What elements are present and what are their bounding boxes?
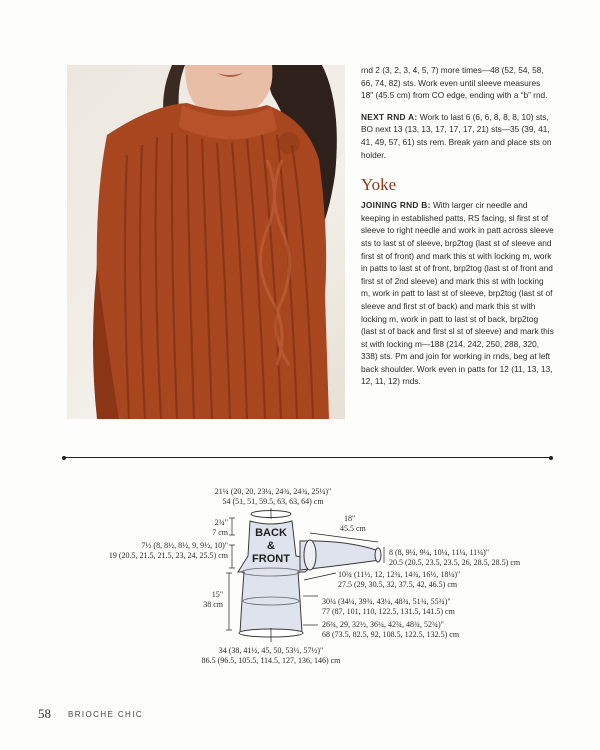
upper-arm-cm: 27.5 (29, 30.5, 32, 37.5, 42, 46.5) cm <box>338 579 458 589</box>
waist-cm: 68 (73.5, 82.5, 92, 108.5, 122.5, 132.5) cm <box>322 629 460 639</box>
neck-measurement <box>198 487 348 506</box>
schematic-label-back: BACK <box>255 527 287 539</box>
waist-in: 26¾, 29, 32½, 36¼, 42¾, 48¾, 52¾)" <box>322 620 444 629</box>
sleeve-length-in: 18" <box>344 514 356 523</box>
hip-measurement <box>181 646 361 665</box>
schematic-body-label <box>246 527 296 566</box>
body-joining-rnd-b: With larger cir needle and keeping in established patts, RS facing, sl first st of sleeve to right needle and work in patt across sleeve sts to last st of sleeve, brp2tog (last st of sleeve and first st of front) and mark this st with locking m, work in patts to last st of front, brp2tog (last st of front and first st of 2nd sleeve) and mark this st with locking m, work in patt to last st of sleeve, brp2tog (last st of sleeve and first st of back) and mark this st with locking m, work in patt to last st of back, brp2tog (last st of back and first sl st of sleeve) and mark this st with locking m—188 (214, 242, 250, 288, 320, 338) sts. Pm and join for working in rnds, beg at left back shoulder. Work even in patts for 12 (11, 13, 13, 12, 11, 12) rnds. <box>361 200 554 387</box>
cuff-in: 8 (8, 9¼, 9¼, 10¼, 11¼, 11¼)" <box>389 548 489 557</box>
section-heading-yoke: Yoke <box>361 175 397 195</box>
page-number: 58 <box>38 706 51 721</box>
cuff-cm: 20.5 (20.5, 23.5, 23.5, 26, 28.5, 28.5) cm <box>389 557 521 567</box>
lead-joining-rnd-b: JOINING RND B: <box>361 200 431 211</box>
body-next-rnd-a: Work to last 6 (6, 6, 8, 8, 8, 10) sts, BO next 13 (13, 13, 17, 17, 17, 21) sts—35 (39, 41, 41, 49, 57, 61) sts rem. Break yarn and place sts on holder. <box>361 111 552 160</box>
lead-next-rnd-a: NEXT RND A: <box>361 111 418 122</box>
body-length-in: 15" <box>211 590 223 599</box>
schematic-label-ampersand: & <box>267 540 275 552</box>
armhole-depth-measurement <box>66 541 228 560</box>
yoke-depth-cm: 7 cm <box>212 527 228 537</box>
body-length-measurement <box>195 590 223 609</box>
paragraph-sleeve-end: rnd 2 (3, 2, 3, 4, 5, 7) more times—48 (52, 54, 58, 66, 74, 82) sts. Work even until sleeve measures 18" (45.5 cm) from CO edge, ending with a “b” rnd. <box>361 65 548 101</box>
schematic-label-front: FRONT <box>252 553 290 565</box>
cuff-measurement <box>389 548 520 567</box>
hip-in: 34 (38, 41½, 45, 50, 53½, 57½)" <box>218 646 324 655</box>
bust-measurement <box>322 597 455 616</box>
neck-cm: 54 (51, 51, 59.5, 63, 63, 64) cm <box>222 496 324 506</box>
upper-arm-in: 10¾ (11½, 12, 12¾, 14¾, 16½, 18¼)" <box>338 570 461 579</box>
yoke-depth-measurement <box>202 518 228 537</box>
sleeve-length-cm: 45.5 cm <box>340 523 366 533</box>
armhole-depth-in: 7½ (8, 8½, 8½, 9, 9½, 10)" <box>141 541 228 550</box>
waist-measurement <box>322 620 459 639</box>
bust-in: 30¼ (34¼, 39¾, 43¼, 48¾, 51¾, 55¾)" <box>322 597 451 606</box>
sleeve-length-measurement <box>340 514 366 533</box>
body-length-cm: 38 cm <box>203 599 223 609</box>
armhole-depth-cm: 19 (20.5, 21.5, 21.5, 23, 24, 25.5) cm <box>108 550 228 560</box>
bust-cm: 77 (87, 101, 110, 122.5, 131.5, 141.5) cm <box>322 606 455 616</box>
book-title-footer: BRIOCHE CHIC <box>68 710 144 719</box>
upper-arm-measurement <box>338 570 460 589</box>
neck-in: 21¼ (20, 20, 23¼, 24¾, 24¾, 25¼)" <box>214 487 332 496</box>
yoke-depth-in: 2¾" <box>214 518 228 527</box>
hip-cm: 86.5 (96.5, 105.5, 114.5, 127, 136, 146) cm <box>201 655 341 665</box>
